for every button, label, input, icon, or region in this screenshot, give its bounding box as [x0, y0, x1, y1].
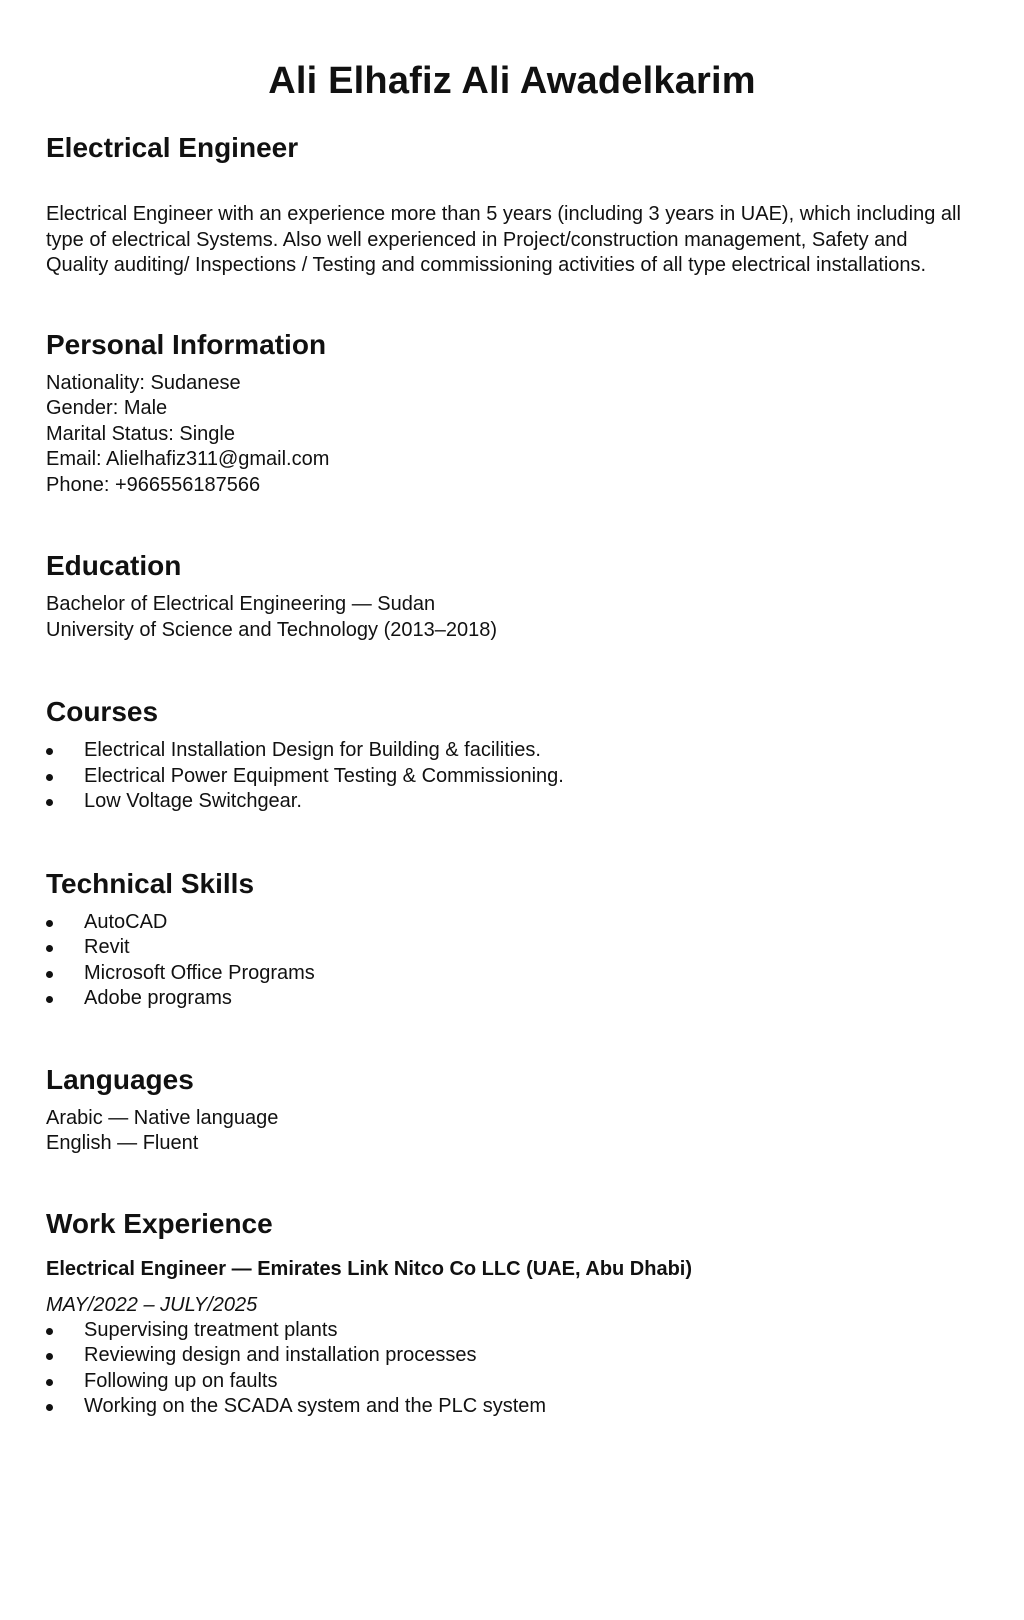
skill-item: Adobe programs [84, 987, 232, 1009]
section-title-work: Work Experience [46, 1207, 273, 1239]
list-item [46, 961, 978, 987]
education-details [46, 592, 978, 643]
skill-item: Revit [84, 936, 130, 958]
profile-summary: Electrical Engineer with an experience more than 5 years (including 3 years in UAE), which including all type of electrical Systems. Also well experienced in Project/construction management, Safety and Quality auditing/ Inspections / Testing and commissioning activities of all type electrical installations. [46, 203, 961, 276]
course-item: Low Voltage Switchgear. [84, 790, 302, 812]
list-item [46, 986, 978, 1012]
bullet-icon [46, 774, 53, 781]
bullet-icon [46, 748, 53, 755]
degree-line: Bachelor of Electrical Engineering — Sudan [46, 593, 436, 615]
course-item: Electrical Installation Design for Building & facilities. [84, 739, 541, 761]
nationality-line: Nationality: Sudanese [46, 371, 241, 394]
technical-skills-section [46, 866, 978, 1012]
section-title-education: Education [46, 550, 182, 581]
language-line: Arabic — Native language [46, 1106, 279, 1129]
gender-line: Gender: Male [46, 397, 168, 419]
courses-list [46, 738, 978, 815]
duty-item: Supervising treatment plants [84, 1318, 338, 1341]
bullet-icon [46, 1328, 53, 1335]
duty-item: Following up on faults [84, 1369, 278, 1392]
languages-section [46, 1062, 978, 1157]
list-item [46, 789, 978, 815]
list-item [46, 1394, 978, 1420]
job-dates: MAY/2022 – JULY/2025 [46, 1293, 258, 1316]
personal-information-section [46, 327, 978, 499]
skill-item: AutoCAD [84, 910, 168, 933]
work-experience-section [46, 1206, 978, 1420]
bullet-icon [46, 1353, 53, 1360]
list-item [46, 1369, 978, 1395]
list-item [46, 1318, 978, 1344]
section-title-skills: Technical Skills [46, 867, 255, 899]
university-line: University of Science and Technology (2013–2018) [46, 618, 498, 641]
courses-section [46, 694, 978, 815]
candidate-name: Ali Elhafiz Ali Awadelkarim [268, 60, 756, 102]
bullet-icon [46, 799, 53, 806]
email-line: Email: Alielhafiz311@gmail.com [46, 448, 330, 470]
job-title: Electrical Engineer [46, 132, 299, 163]
personal-details [46, 371, 978, 499]
bullet-icon [46, 1379, 53, 1386]
bullet-icon [46, 1404, 53, 1411]
duty-item: Reviewing design and installation processes [84, 1344, 477, 1366]
job-role-heading: Electrical Engineer — Emirates Link Nitco Co LLC (UAE, Abu Dhabi) [46, 1257, 693, 1280]
bullet-icon [46, 920, 53, 927]
section-title-languages: Languages [46, 1063, 194, 1095]
list-item [46, 738, 978, 764]
languages-details [46, 1106, 978, 1157]
list-item [46, 764, 978, 790]
bullet-icon [46, 971, 53, 978]
bullet-icon [46, 996, 53, 1003]
skills-list [46, 910, 978, 1012]
bullet-icon [46, 945, 53, 952]
education-section [46, 548, 978, 643]
list-item [46, 935, 978, 961]
section-title-courses: Courses [46, 696, 159, 727]
duty-item: Working on the SCADA system and the PLC system [84, 1395, 547, 1417]
list-item [46, 910, 978, 936]
skill-item: Microsoft Office Programs [84, 961, 315, 984]
section-title-personal: Personal Information [46, 328, 327, 360]
list-item [46, 1343, 978, 1369]
phone-line: Phone: +966556187566 [46, 473, 261, 496]
course-item: Electrical Power Equipment Testing & Commissioning. [84, 764, 564, 787]
language-line: English — Fluent [46, 1132, 199, 1154]
marital-status-line: Marital Status: Single [46, 422, 235, 445]
work-duties-list [46, 1318, 978, 1420]
